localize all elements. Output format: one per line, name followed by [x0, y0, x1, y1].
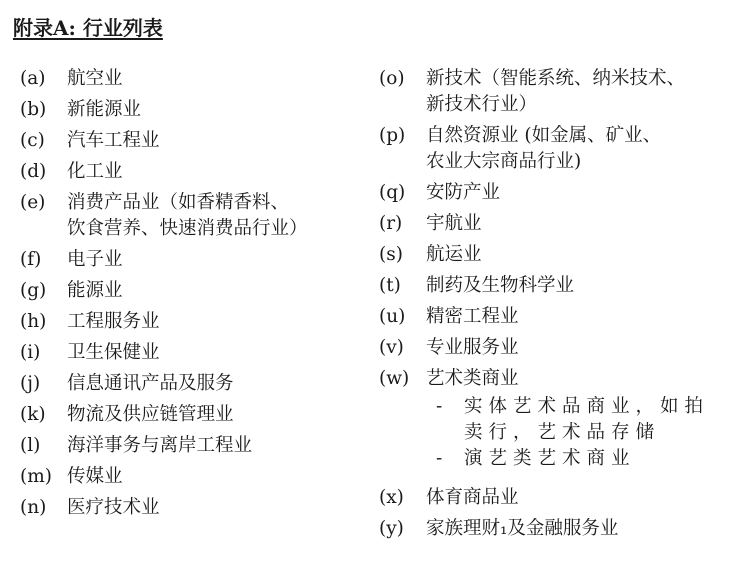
- list-item: [20, 247, 360, 273]
- item-text: 专业服务业: [426, 337, 519, 358]
- item-text: 新能源业: [67, 99, 142, 120]
- item-text: 安防产业: [426, 182, 501, 203]
- list-item: [20, 464, 360, 490]
- item-text-line-2: 饮食营养、快速消费品行业）: [67, 218, 308, 239]
- item-text: 精密工程业: [426, 306, 519, 327]
- list-item: [379, 516, 744, 542]
- item-letter: (y): [379, 518, 404, 539]
- list-item: [20, 433, 360, 459]
- item-text: 传媒业: [67, 466, 123, 487]
- list-item: [20, 159, 360, 185]
- item-text: 制药及生物科学业: [426, 275, 575, 296]
- list-item: [20, 495, 360, 521]
- item-letter: (o): [379, 68, 405, 89]
- list-item: [379, 211, 744, 237]
- item-text: 物流及供应链管理业: [67, 404, 234, 425]
- item-text: 能源业: [67, 280, 123, 301]
- item-letter: (q): [379, 182, 406, 203]
- item-letter: (k): [20, 404, 46, 425]
- sub-item-dash: -: [436, 448, 443, 469]
- item-text: 海洋事务与离岸工程业: [67, 435, 253, 456]
- list-item: [20, 190, 360, 242]
- industry-list-right: [379, 66, 744, 542]
- item-text: 家族理财₁及金融服务业: [426, 518, 619, 539]
- sub-list: [436, 394, 744, 472]
- item-text: 医疗技术业: [67, 497, 160, 518]
- item-letter: (a): [20, 68, 46, 89]
- item-letter: (l): [20, 435, 41, 456]
- sub-item-text: 实体艺术品商业，如拍卖行，艺术品存储: [464, 396, 710, 443]
- item-letter: (d): [20, 161, 47, 182]
- item-text-line-1: 新技术（智能系统、纳米技术、: [426, 68, 686, 89]
- list-item: [379, 485, 744, 511]
- list-item: [20, 309, 360, 335]
- item-letter: (b): [20, 99, 47, 120]
- item-text-line-1: 消费产品业（如香精香料、: [67, 192, 290, 213]
- list-item: [379, 180, 744, 206]
- item-text: [67, 190, 360, 242]
- item-letter: (t): [379, 275, 401, 296]
- item-letter: (m): [20, 466, 52, 487]
- page-title: 附录A: 行业列表: [13, 16, 163, 40]
- item-letter: (j): [20, 373, 41, 394]
- list-item: [20, 66, 360, 92]
- industry-list-left: [20, 66, 360, 526]
- list-item: [20, 278, 360, 304]
- item-text: [426, 123, 744, 175]
- list-item: [379, 242, 744, 268]
- list-item: [20, 402, 360, 428]
- list-item: [20, 97, 360, 123]
- item-letter: (f): [20, 249, 42, 270]
- item-letter: (w): [379, 368, 410, 389]
- item-text: [426, 66, 744, 118]
- item-text: 信息通讯产品及服务: [67, 373, 234, 394]
- sub-list-item: [436, 446, 744, 472]
- item-text-line-2: 新技术行业）: [426, 94, 538, 115]
- item-text: 工程服务业: [67, 311, 160, 332]
- item-text: 卫生保健业: [67, 342, 160, 363]
- item-letter: (p): [379, 125, 406, 146]
- item-text: 航空业: [67, 68, 123, 89]
- list-item: [379, 123, 744, 175]
- item-letter: (g): [20, 280, 47, 301]
- list-item: [379, 366, 744, 392]
- item-text: 艺术类商业: [426, 368, 519, 389]
- item-text: 汽车工程业: [67, 130, 160, 151]
- item-letter: (v): [379, 337, 404, 358]
- item-text-line-1: 自然资源业 (如金属、矿业、: [426, 125, 662, 146]
- sub-item-text: 演艺类艺术商业: [464, 448, 636, 469]
- item-text: 化工业: [67, 161, 123, 182]
- item-letter: (n): [20, 497, 47, 518]
- item-letter: (c): [20, 130, 45, 151]
- list-item: [20, 340, 360, 366]
- list-item: [20, 371, 360, 397]
- list-item: [379, 335, 744, 361]
- item-letter: (s): [379, 244, 403, 265]
- sub-list-item: [436, 394, 744, 446]
- list-item: [379, 304, 744, 330]
- item-letter: (h): [20, 311, 47, 332]
- item-letter: (r): [379, 213, 403, 234]
- item-text-line-2: 农业大宗商品行业): [426, 151, 582, 172]
- list-item: [379, 66, 744, 118]
- item-text: 电子业: [67, 249, 123, 270]
- sub-item-dash: -: [436, 396, 443, 417]
- list-item: [379, 273, 744, 299]
- item-text: 宇航业: [426, 213, 482, 234]
- item-letter: (x): [379, 487, 404, 508]
- item-text: 体育商品业: [426, 487, 519, 508]
- list-item: [20, 128, 360, 154]
- item-letter: (u): [379, 306, 406, 327]
- item-letter: (i): [20, 342, 41, 363]
- item-letter: (e): [20, 192, 46, 213]
- item-text: 航运业: [426, 244, 482, 265]
